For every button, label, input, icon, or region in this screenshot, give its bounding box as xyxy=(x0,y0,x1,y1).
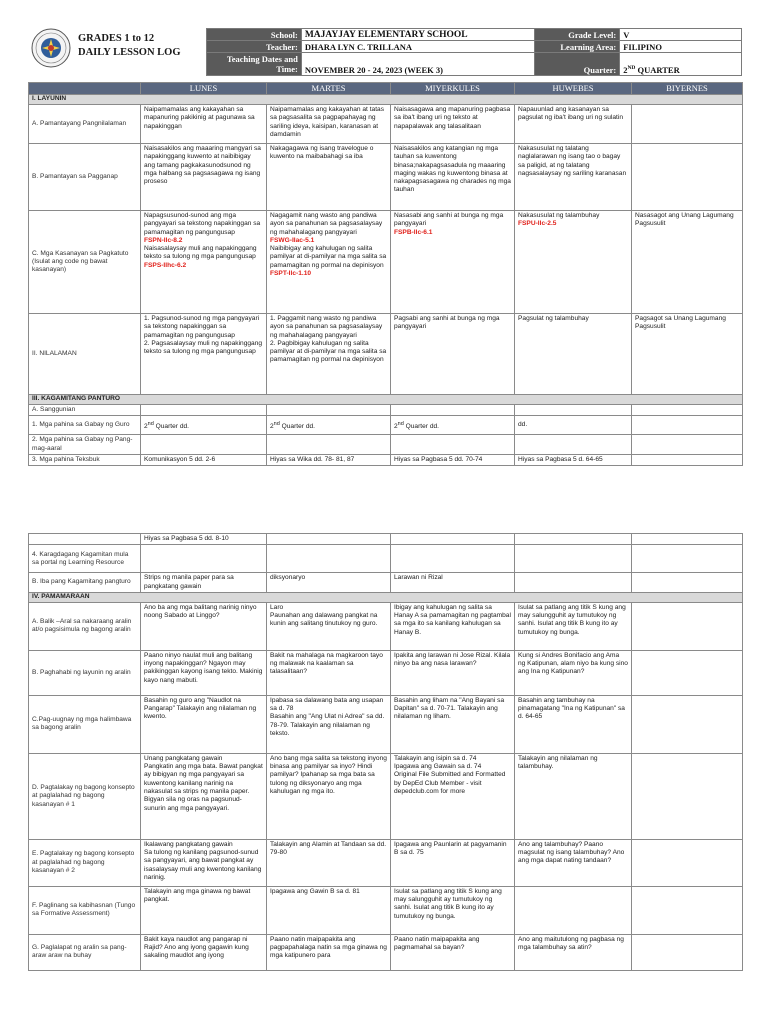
day-huwebes: HUWEBES xyxy=(515,83,632,95)
cell xyxy=(632,416,743,435)
cell xyxy=(391,405,515,416)
table-row xyxy=(29,934,743,970)
cell: Hiyas sa Wika dd. 78- 81, 87 xyxy=(267,454,391,465)
cell: 1. Pagsunod-sunod ng mga pangyayari sa tekstong napakinggan sa pamamagitan ng pangungusap 2. Pagsasalaysay muli ng napakinggang teksto sa tulong ng mga pangungusap xyxy=(141,314,267,395)
cell: Laro Paunahan ang dalawang pangkat na kunin ang salitang tinutukoy ng guro. xyxy=(267,602,391,650)
table-row xyxy=(29,105,743,144)
skill-text: Napagsusunod-sunod ang mga pangyayari sa tekstong napakinggan sa pamamagitan ng pangungusap xyxy=(144,212,261,236)
cell xyxy=(632,573,743,593)
cell: dd. xyxy=(515,416,632,435)
cell: Ipabasa sa dalawang bata ang usapan sa d. 78 Basahin ang "Ang Ulat ni Adrea" sa dd. 78-79. Talakayin ang nilalaman ng teksto. xyxy=(267,695,391,753)
cell: Basahin ang liham na "Ang Bayani sa Dapitan" sa d. 70-71. Talakayin ang nilalaman ng liham. xyxy=(391,695,515,753)
cell: Paano natin maipapakita ang pagpapahalaga natin sa mga ginawa ng mga katipunero para xyxy=(267,934,391,970)
document-title xyxy=(78,32,181,60)
day-biyernes: BIYERNES xyxy=(632,83,743,95)
table-row xyxy=(29,314,743,395)
row-label: B. Iba pang Kagamitang pangturo xyxy=(29,573,141,593)
row-label: C. Mga Kasanayan sa Pagkatuto (Isulat ang code ng bawat kasanayan) xyxy=(29,211,141,314)
document-header xyxy=(28,26,742,82)
teacher-value: DHARA LYN C. TRILLANA xyxy=(301,41,535,53)
row-label: A. Sanggunian xyxy=(29,405,141,416)
row-label: C.Pag-uugnay ng mga halimbawa sa bagong aralin xyxy=(29,695,141,753)
skill-text: Nagagamit nang wasto ang pandiwa ayon sa panahunan sa pagsasalaysay ng mahahalagang pangyayari xyxy=(270,212,383,236)
cell: Bakit kaya naudlot ang pangarap ni Rajid? Ano ang iyong gagawin kung sakaling maudlot ang iyong xyxy=(141,934,267,970)
table-row xyxy=(29,545,743,573)
row-label: 1. Mga pahina sa Gabay ng Guro xyxy=(29,416,141,435)
row-label: 2. Mga pahina sa Gabay ng Pang-mag-aaral xyxy=(29,435,141,455)
grade-level-label: Grade Level: xyxy=(535,29,620,41)
corner-cell xyxy=(29,83,141,95)
cell: Nakasusulat ng talatang naglalarawan ng isang tao o bagay sa paligid, at ng talatang nagsasalaysay ng sariling karanasan xyxy=(515,144,632,211)
grades-line: GRADES 1 to 12 xyxy=(78,33,155,44)
cell xyxy=(267,435,391,455)
cell xyxy=(632,211,743,314)
cell: Pagsabi ang sanhi at bunga ng mga pangyayari xyxy=(391,314,515,395)
table-row xyxy=(29,454,743,465)
cell xyxy=(515,545,632,573)
cell: Hiyas sa Pagbasa 5 dd. 70-74 xyxy=(391,454,515,465)
cell: Isulat sa patlang ang titik S kung ang may salungguhit ay tumutukoy ng sanhi. Isulat ang titik B kung ito ay tumutukoy ng bunga. xyxy=(391,886,515,934)
section-pamamaraan: IV. PAMAMARAAN xyxy=(29,592,743,602)
section-layunin: I. LAYUNIN xyxy=(29,95,743,105)
table-row xyxy=(29,839,743,886)
cell xyxy=(391,435,515,455)
cell: Basahin ang tambuhay na pinamagatang "Ina ng Katipunan" sa d. 64-65 xyxy=(515,695,632,753)
cell: Talakayin ang Alamin at Tandaan sa dd. 79-80 xyxy=(267,839,391,886)
grade-level-value: V xyxy=(620,29,742,41)
cell: Ibigay ang kahulugan ng salita sa Hanay A sa pamamagitan ng pagtambal sa mga ito sa kanilang kahulugan sa Hanay B. xyxy=(391,602,515,650)
learning-area-value: FILIPINO xyxy=(620,41,742,53)
cell xyxy=(632,534,743,545)
table-row xyxy=(29,650,743,695)
quarter-value: 2ND QUARTER xyxy=(620,53,742,76)
cell xyxy=(267,534,391,545)
cell xyxy=(515,573,632,593)
cell xyxy=(267,211,391,314)
row-label: 3. Mga pahina Teksbuk xyxy=(29,454,141,465)
row-label xyxy=(29,534,141,545)
cell: Ano ang talambuhay? Paano magsulat ng isang talambuhay? Ano ang mga dapat nating tandaan? xyxy=(515,839,632,886)
cell: Ipakita ang larawan ni Jose Rizal. Kilala ninyo ba ang nasa larawan? xyxy=(391,650,515,695)
day-miyerkules: MIYERKULES xyxy=(391,83,515,95)
cell: Hiyas sa Pagbasa 5 d. 64-65 xyxy=(515,454,632,465)
table-row xyxy=(29,695,743,753)
day-header-row xyxy=(29,83,743,95)
cell xyxy=(632,650,743,695)
learning-area-label: Learning Area: xyxy=(535,41,620,53)
cell xyxy=(632,144,743,211)
table-row xyxy=(29,405,743,416)
cell: Paano ninyo naulat muli ang balitang inyong napakinggan? Ngayon may pakikinggan kayong isang tekto. Makinig kayo nang mabuti. xyxy=(141,650,267,695)
table-row xyxy=(29,211,743,314)
skill-text: Naisasalaysay muli ang napakinggang teksto sa tulong ng mga pangungusap xyxy=(144,245,257,261)
cell xyxy=(515,534,632,545)
skill-text: Nasasabi ang sanhi at bunga ng mga pangyayari xyxy=(394,212,504,228)
day-martes: MARTES xyxy=(267,83,391,95)
cell: Ipagawa ang Gawin B sa d. 81 xyxy=(267,886,391,934)
table-row xyxy=(29,144,743,211)
skill-code: FSWG-IIac-5.1 xyxy=(270,236,315,244)
cell: Paano natin maipapakita ang pagmamahal sa bayan? xyxy=(391,934,515,970)
cell: Ano ang maitutulong ng pagbasa ng mga talambuhay sa atin? xyxy=(515,934,632,970)
cell: Pagsagot sa Unang Lagumang Pagsusulit xyxy=(632,314,743,395)
cell: Komunikasyon 5 dd. 2-6 xyxy=(141,454,267,465)
cell: Ano ba ang mga balitang narinig ninyo noong Sabado at Linggo? xyxy=(141,602,267,650)
table-row xyxy=(29,435,743,455)
cell: Ipagawa ang Paunlarin at pagyamanin B sa d. 75 xyxy=(391,839,515,886)
cell xyxy=(515,405,632,416)
cell xyxy=(391,211,515,314)
table-row xyxy=(29,602,743,650)
cell: 2nd Quarter dd. xyxy=(391,416,515,435)
row-label: E. Pagtalakay ng bagong konsepto at paglalahad ng bagong kasanayan # 2 xyxy=(29,839,141,886)
row-label: A. Pamantayang Pangnilalaman xyxy=(29,105,141,144)
header-info-table xyxy=(206,28,742,76)
table-row xyxy=(29,753,743,839)
row-label: 4. Karagdagang Kagamitan mula sa portal ng Learning Resource xyxy=(29,545,141,573)
cell xyxy=(632,695,743,753)
cell: 2nd Quarter dd. xyxy=(141,416,267,435)
cell: Strips ng manila paper para sa pangkatang gawain xyxy=(141,573,267,593)
cell: Naisasakilos ang katangian ng mga tauhan sa kuwentong binasa;nakapagsasadula ng maaaring maging wakas ng kuwentong binasa at nakapagsasagawa ng charades ng mga tauhan xyxy=(391,144,515,211)
cell: Ikalawang pangkatang gawain Sa tulong ng kanilang pagsunod-sunud sa pangyayari, ang bawat pangkat ay isasalaysay muli ang kwentong kanilang narinig. xyxy=(141,839,267,886)
cell: Talakayin ang isipin sa d. 74 Ipagawa ang Gawain sa d. 74 Original File Submitted and Formatted by DepEd Club Member - visit depedclub.com for more xyxy=(391,753,515,839)
cell: Naisasakilos ang maaaring mangyari sa napakinggang kuwento at naibibigay ang tamang pagkakasunodsunod ng mga halbang sa pagsasagawa ng isang proseso xyxy=(141,144,267,211)
daily-lesson-log-line: DAILY LESSON LOG xyxy=(78,47,181,58)
cell xyxy=(632,405,743,416)
cell xyxy=(515,435,632,455)
cell xyxy=(267,405,391,416)
cell xyxy=(632,435,743,455)
cell xyxy=(141,405,267,416)
day-lunes: LUNES xyxy=(141,83,267,95)
cell: Napauunlad ang kasanayan sa pagsulat ng iba't ibang uri ng sulatin xyxy=(515,105,632,144)
row-label: F. Paglinang sa kabihasnan (Tungo sa Formative Assessment) xyxy=(29,886,141,934)
cell: Bakit na mahalaga na magkaroon tayo ng malawak na kaalaman sa talasalitaan? xyxy=(267,650,391,695)
cell xyxy=(632,753,743,839)
cell: Nakagagawa ng isang travelogue o kuwento na maibabahagi sa iba xyxy=(267,144,391,211)
row-label: II. NILALAMAN xyxy=(29,314,141,395)
cell xyxy=(632,886,743,934)
cell: Ano bang mga salita sa tekstong inyong binasa ang pamilyar sa inyo? Hindi pamilyar? Ipahanap sa mga bata sa tulong ng diksyonaryo ang mga kahulugan ng mga ito. xyxy=(267,753,391,839)
cell xyxy=(391,545,515,573)
cell: Naipamamalas ang kakayahan sa mapanuring pakikinig at pagunawa sa napakinggan xyxy=(141,105,267,144)
cell: Unang pangkatang gawain Pangkatin ang mga bata. Bawat pangkat ay bibigyan ng mga pangyayari sa kuwentong kanilang narinig na nakasulat sa strips ng manila paper. Bigyan sila ng oras na pagsunud-sunurin ang mga pangyayari. xyxy=(141,753,267,839)
cell xyxy=(141,545,267,573)
cell: 1. Paggamit nang wasto ng pandiwa ayon sa panahunan sa pagsasalaysay ng mahahalagang pangyayari 2. Pagbibigay kahulugan ng salita pamilyar at di-pamilyar na mga salita sa pamamagitan ng pormal na depinisyon xyxy=(267,314,391,395)
cell: Kung si Andres Bonifacio ang Ama ng Katipunan, alam niyo ba kung sino ang Ina ng Katipunan? xyxy=(515,650,632,695)
deped-seal-icon xyxy=(31,28,71,68)
cell: Hiyas sa Pagbasa 5 dd. 8-10 xyxy=(141,534,267,545)
skill-code: FSPS-IIhc-6.2 xyxy=(144,261,187,269)
cell: Larawan ni Rizal xyxy=(391,573,515,593)
cell xyxy=(632,105,743,144)
cell xyxy=(515,886,632,934)
cell: Isulat sa patlang ang titik S kung ang may salungguhit ay tumutukoy ng sanhi. Isulat ang titik B kung ito ay tumutukoy ng bunga. xyxy=(515,602,632,650)
cell xyxy=(632,839,743,886)
skill-code: FSPB-IIc-6.1 xyxy=(394,228,433,236)
cell xyxy=(632,545,743,573)
table-row xyxy=(29,534,743,545)
dates-label: Teaching Dates and Time: xyxy=(207,53,302,76)
table-row xyxy=(29,573,743,593)
row-label: D. Pagtalakay ng bagong konsepto at paglalahad ng bagong kasanayan # 1 xyxy=(29,753,141,839)
dates-value: NOVEMBER 20 - 24, 2023 (WEEK 3) xyxy=(301,53,535,76)
cell: Pagsulat ng talambuhay xyxy=(515,314,632,395)
cell xyxy=(632,934,743,970)
cell: Naisasagawa ang mapanuring pagbasa sa iba't ibang uri ng teksto at napapalawak ang talasalitaan xyxy=(391,105,515,144)
cell xyxy=(515,211,632,314)
lesson-log-page-2 xyxy=(28,533,742,971)
quarter-label: Quarter: xyxy=(535,53,620,76)
cell xyxy=(632,454,743,465)
lesson-table-page-2 xyxy=(28,533,743,971)
school-label: School: xyxy=(207,29,302,41)
row-label: B. Paghahabi ng layunin ng aralin xyxy=(29,650,141,695)
cell xyxy=(391,534,515,545)
skill-code: FSPT-IIc-1.10 xyxy=(270,270,312,278)
skill-text: Nasasagot ang Unang Lagumang Pagsusulit xyxy=(635,212,734,228)
skill-code: FSPU-IIc-2.5 xyxy=(518,220,557,228)
section-kagamitan: III. KAGAMITANG PANTURO xyxy=(29,395,743,405)
table-row xyxy=(29,886,743,934)
row-label: B. Pamantayan sa Pagganap xyxy=(29,144,141,211)
cell: Talakayin ang nilalaman ng talambuhay. xyxy=(515,753,632,839)
cell: Talakayin ang mga ginawa ng bawat pangkat. xyxy=(141,886,267,934)
skill-code: FSPN-IIc-8.2 xyxy=(144,236,183,244)
cell: 2nd Quarter dd. xyxy=(267,416,391,435)
cell xyxy=(267,545,391,573)
lesson-table-page-1 xyxy=(28,82,743,466)
cell: Basahin ng guro ang "Naudlot na Pangarap" Talakayin ang nilalaman ng kwento. xyxy=(141,695,267,753)
cell: Naipamamalas ang kakayahan at tatas sa pagsasalita sa pagpapahayag ng sariling ideya, kaisipan, karanasan at damdamin xyxy=(267,105,391,144)
cell: diksyonaryo xyxy=(267,573,391,593)
cell xyxy=(141,211,267,314)
school-value: MAJAYJAY ELEMENTARY SCHOOL xyxy=(301,29,535,41)
row-label: G. Paglalapat ng aralin sa pang-araw araw na buhay xyxy=(29,934,141,970)
cell xyxy=(632,602,743,650)
lesson-log-page-1 xyxy=(28,26,742,466)
teacher-label: Teacher: xyxy=(207,41,302,53)
table-row xyxy=(29,416,743,435)
cell xyxy=(141,435,267,455)
row-label: A. Balik –Aral sa nakaraang aralin at/o pagsisimula ng bagong aralin xyxy=(29,602,141,650)
skill-text: Naibibigay ang kahulugan ng salita pamilyar at di-pamilyar na mga salita sa pamamagitan ng pormal na depinisyon xyxy=(270,245,387,269)
skill-text: Nakasusulat ng talambuhay xyxy=(518,212,600,219)
